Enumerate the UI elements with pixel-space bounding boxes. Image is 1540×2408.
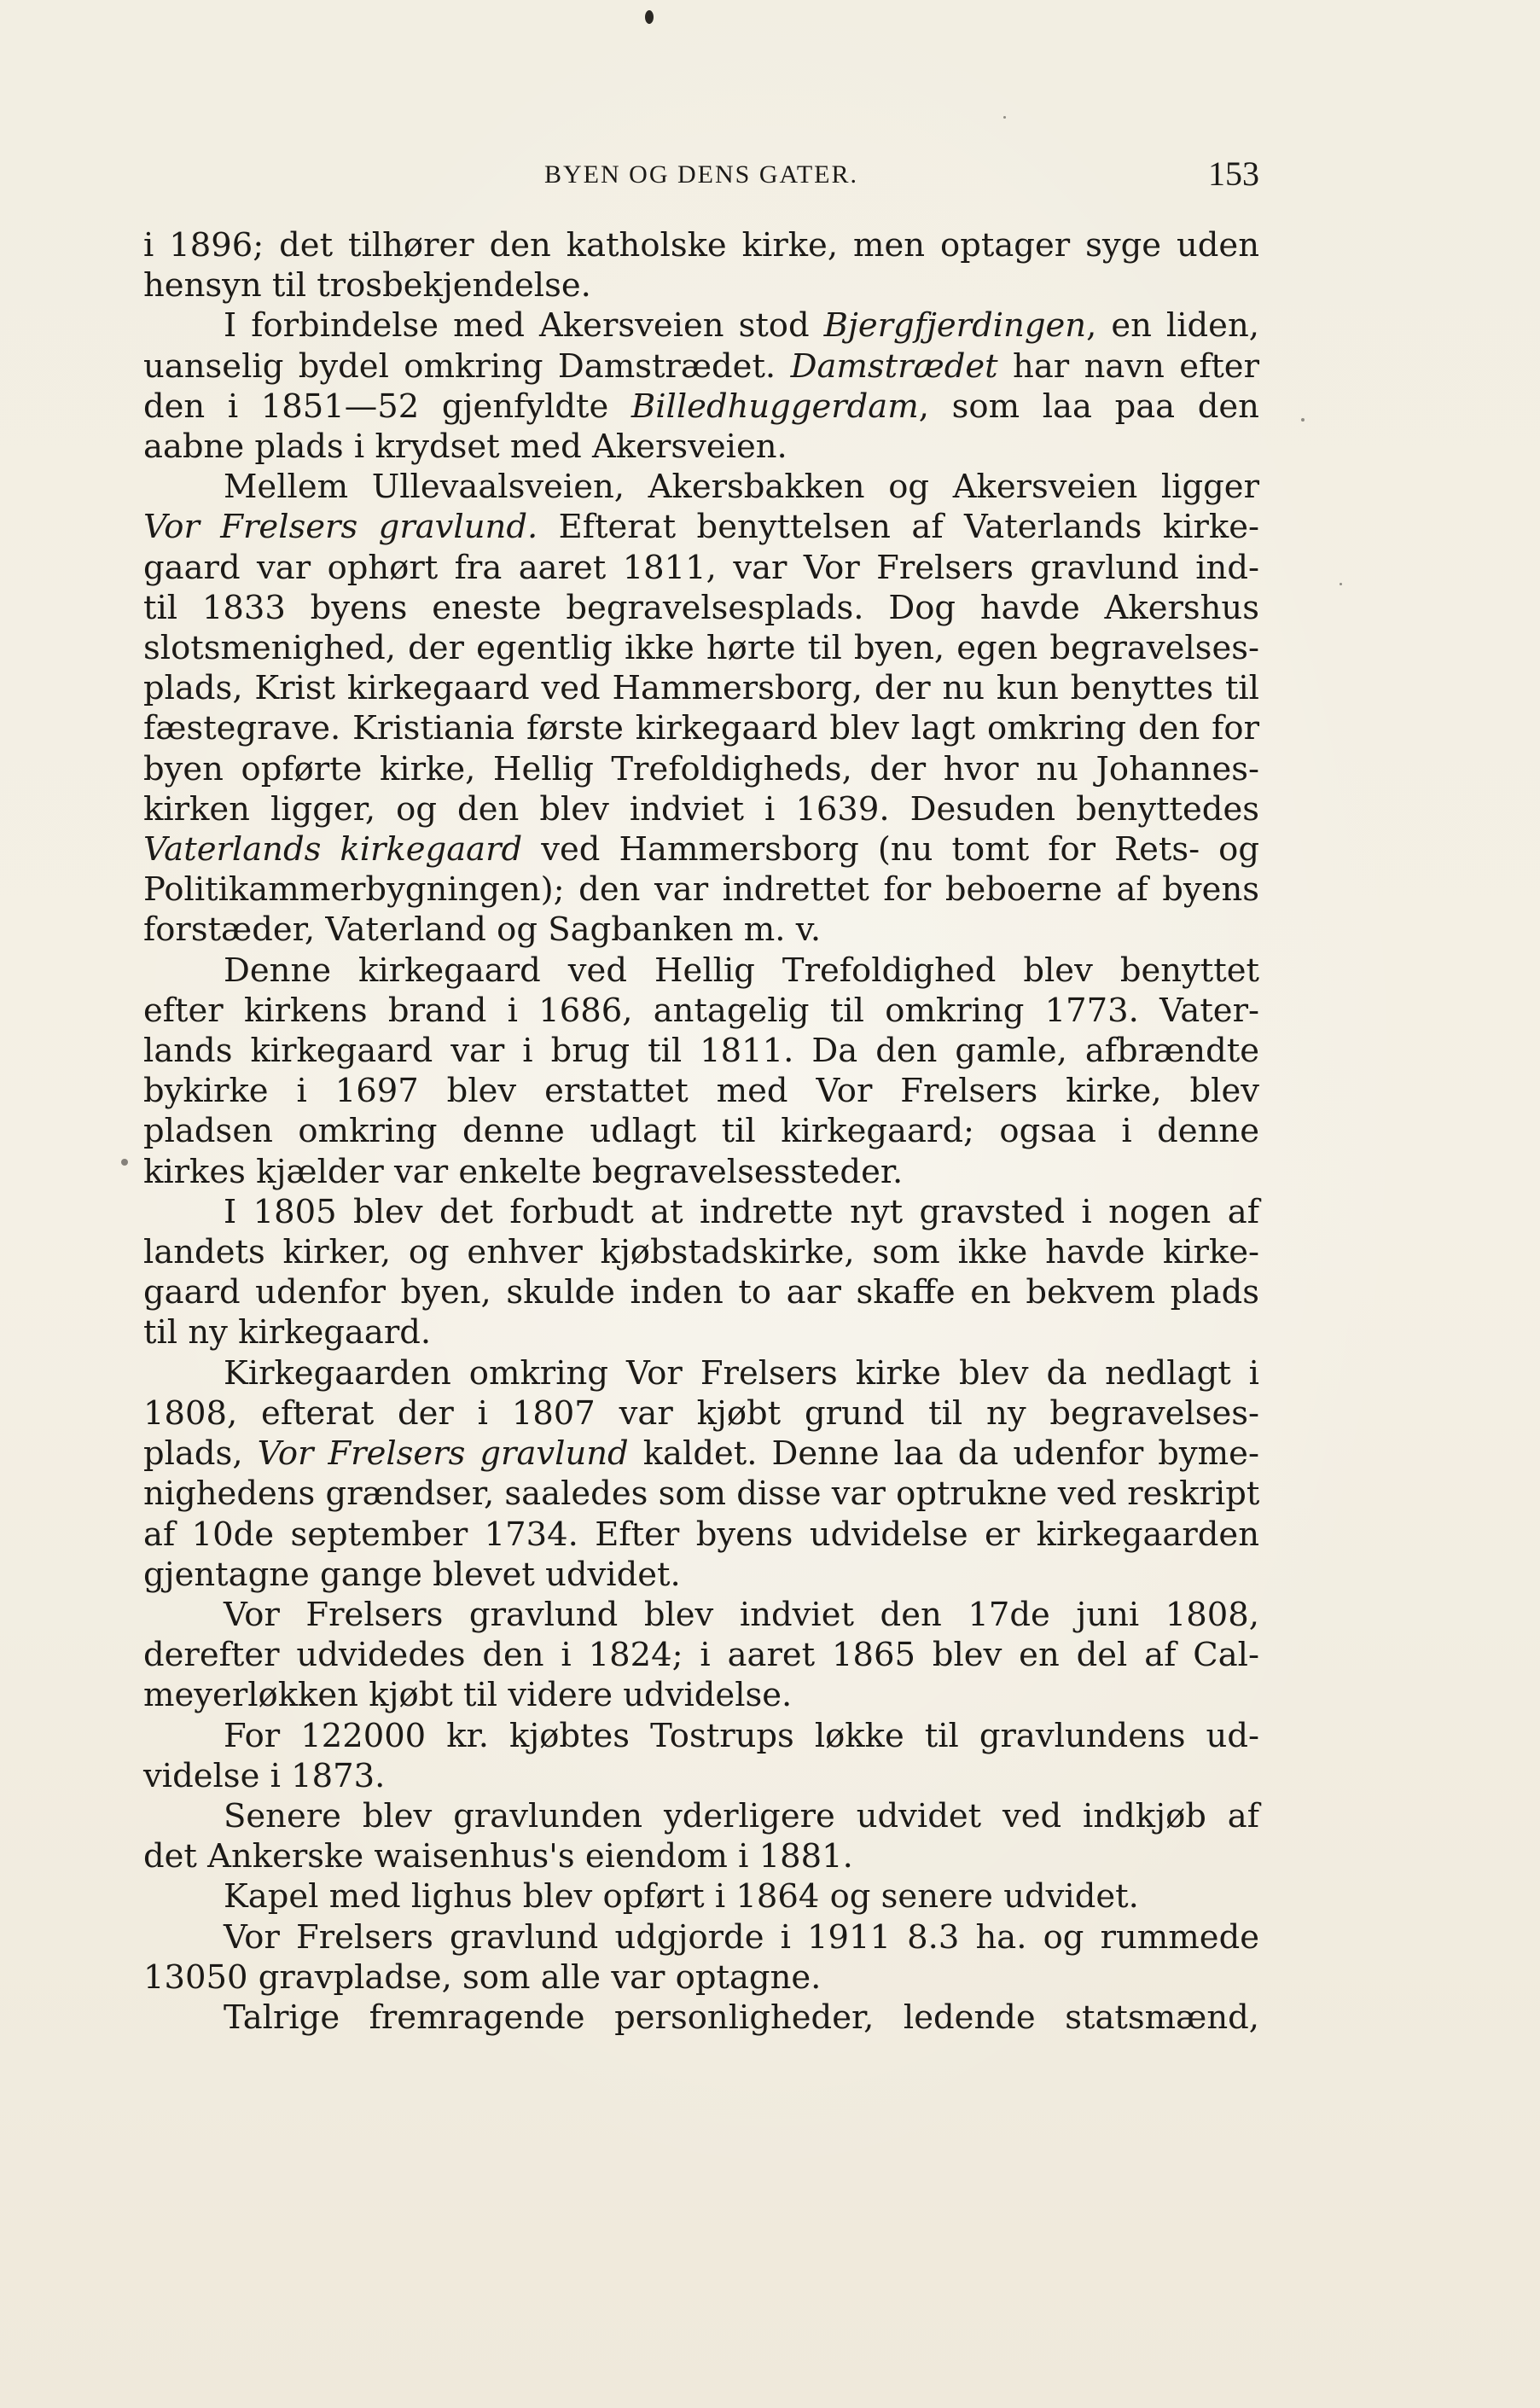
text-line: byen opførte kirke, Hellig Trefoldigheds, der hvor nu Johannes- bbox=[143, 749, 1259, 788]
italic-term: Bjergfjerdingen bbox=[823, 306, 1087, 346]
text-line: slotsmenighed, der egentlig ikke hørte til byen, egen begravelses- bbox=[143, 629, 1259, 668]
text-line: 13050 gravpladse, som alle var optagne. bbox=[143, 1957, 822, 1997]
text-line: til ny kirkegaard. bbox=[143, 1313, 432, 1352]
text-line: gaard var ophørt fra aaret 1811, var Vor Frelsers gravlund ind- bbox=[143, 548, 1259, 587]
page-number: 153 bbox=[1208, 154, 1259, 193]
text-line: Politikammerbygningen); den var indrettet for beboerne af byens bbox=[143, 870, 1259, 910]
text-line: Kapel med lighus blev opført i 1864 og senere udvidet. bbox=[224, 1877, 1139, 1917]
running-head bbox=[143, 154, 1259, 196]
body-text bbox=[143, 225, 1259, 2038]
text-line: gjentagne gange blevet udvidet. bbox=[143, 1555, 681, 1594]
text-line: til 1833 byens eneste begravelsesplads. Dog havde Akershus bbox=[143, 588, 1259, 627]
text-line: Vor Frelsers gravlund udgjorde i 1911 8.3 ha. og rummede bbox=[224, 1917, 1259, 1957]
italic-term: Billedhuggerdam bbox=[631, 387, 919, 426]
ink-speck bbox=[121, 1159, 128, 1166]
text-line: meyerløkken kjøbt til videre udvidelse. bbox=[143, 1676, 793, 1715]
text-line: derefter udvidedes den i 1824; i aaret 1865 blev en del af Cal- bbox=[143, 1636, 1259, 1675]
text-line: kirkes kjælder var enkelte begravelsessteder. bbox=[143, 1152, 904, 1191]
text-line: Talrige fremragende personligheder, ledende statsmænd, bbox=[224, 1998, 1259, 2037]
text-line: landets kirker, og enhver kjøbstadskirke, som ikke havde kirke- bbox=[143, 1233, 1259, 1272]
ink-speck bbox=[1340, 583, 1342, 585]
text-line: plads, Krist kirkegaard ved Hammersborg, der nu kun benyttes til bbox=[143, 669, 1259, 708]
text-line: bykirke i 1697 blev erstattet med Vor Frelsers kirke, blev bbox=[143, 1072, 1259, 1111]
italic-term: Vaterlands kirkegaard bbox=[143, 830, 523, 870]
ink-speck bbox=[645, 10, 654, 24]
italic-term: Vor Frelsers gravlund. bbox=[143, 508, 538, 547]
text-line: nighedens grændser, saaledes som disse var optrukne ved reskript bbox=[143, 1474, 1260, 1514]
text-line: kirken ligger, og den blev indviet i 1639. Desuden benyttedes bbox=[143, 789, 1259, 829]
ink-speck bbox=[1003, 116, 1006, 119]
text-line: Vor Frelsers gravlund. Efterat benyttelsen af Vaterlands kirke- bbox=[143, 508, 1259, 547]
text-line: pladsen omkring denne udlagt til kirkegaard; ogsaa i denne bbox=[143, 1112, 1259, 1151]
text-line: plads, Vor Frelsers gravlund kaldet. Denne laa da udenfor byme- bbox=[143, 1434, 1259, 1474]
text-line: forstæder, Vaterland og Sagbanken m. v. bbox=[143, 910, 822, 950]
text-line: I forbindelse med Akersveien stod Bjergfjerdingen, en liden, bbox=[224, 306, 1259, 346]
text-line: gaard udenfor byen, skulde inden to aar skaffe en bekvem plads bbox=[143, 1273, 1259, 1312]
text-line: Denne kirkegaard ved Hellig Trefoldighed blev benyttet bbox=[224, 951, 1259, 990]
italic-term: Vor Frelsers gravlund bbox=[257, 1434, 629, 1474]
running-title: BYEN OG DENS GATER. bbox=[544, 160, 858, 189]
text-line: aabne plads i krydset med Akersveien. bbox=[143, 428, 787, 467]
text-line: efter kirkens brand i 1686, antagelig til omkring 1773. Vater- bbox=[143, 991, 1259, 1030]
text-line: af 10de september 1734. Efter byens udvidelse er kirkegaarden bbox=[143, 1515, 1259, 1554]
text-line: i 1896; det tilhører den katholske kirke, men optager syge uden bbox=[143, 226, 1259, 265]
text-line: videlse i 1873. bbox=[143, 1756, 386, 1795]
text-line: For 122000 kr. kjøbtes Tostrups løkke til gravlundens ud- bbox=[224, 1716, 1259, 1755]
text-line: Senere blev gravlunden yderligere udvidet ved indkjøb af bbox=[224, 1796, 1259, 1835]
text-line: uanselig bydel omkring Damstrædet. Damstrædet har navn efter bbox=[143, 346, 1259, 386]
text-line: 1808, efterat der i 1807 var kjøbt grund til ny begravelses- bbox=[143, 1393, 1259, 1433]
text-line: Vaterlands kirkegaard ved Hammersborg (nu tomt for Rets- og bbox=[143, 830, 1259, 870]
text-line: hensyn til trosbekjendelse. bbox=[143, 266, 591, 305]
italic-term: Damstrædet bbox=[790, 346, 998, 386]
text-line: Vor Frelsers gravlund blev indviet den 17de juni 1808, bbox=[224, 1595, 1259, 1634]
text-line: det Ankerske waisenhus's eiendom i 1881. bbox=[143, 1837, 853, 1876]
text-line: fæstegrave. Kristiania første kirkegaard blev lagt omkring den for bbox=[143, 709, 1259, 748]
text-line: den i 1851—52 gjenfyldte Billedhuggerdam, som laa paa den bbox=[143, 387, 1259, 426]
text-line: lands kirkegaard var i brug til 1811. Da den gamle, afbrændte bbox=[143, 1032, 1259, 1071]
ink-speck bbox=[1301, 418, 1305, 422]
text-line: I 1805 blev det forbudt at indrette nyt gravsted i nogen af bbox=[224, 1192, 1259, 1231]
text-line: Mellem Ullevaalsveien, Akersbakken og Akersveien ligger bbox=[224, 468, 1259, 507]
text-line: Kirkegaarden omkring Vor Frelsers kirke blev da nedlagt i bbox=[224, 1353, 1259, 1393]
